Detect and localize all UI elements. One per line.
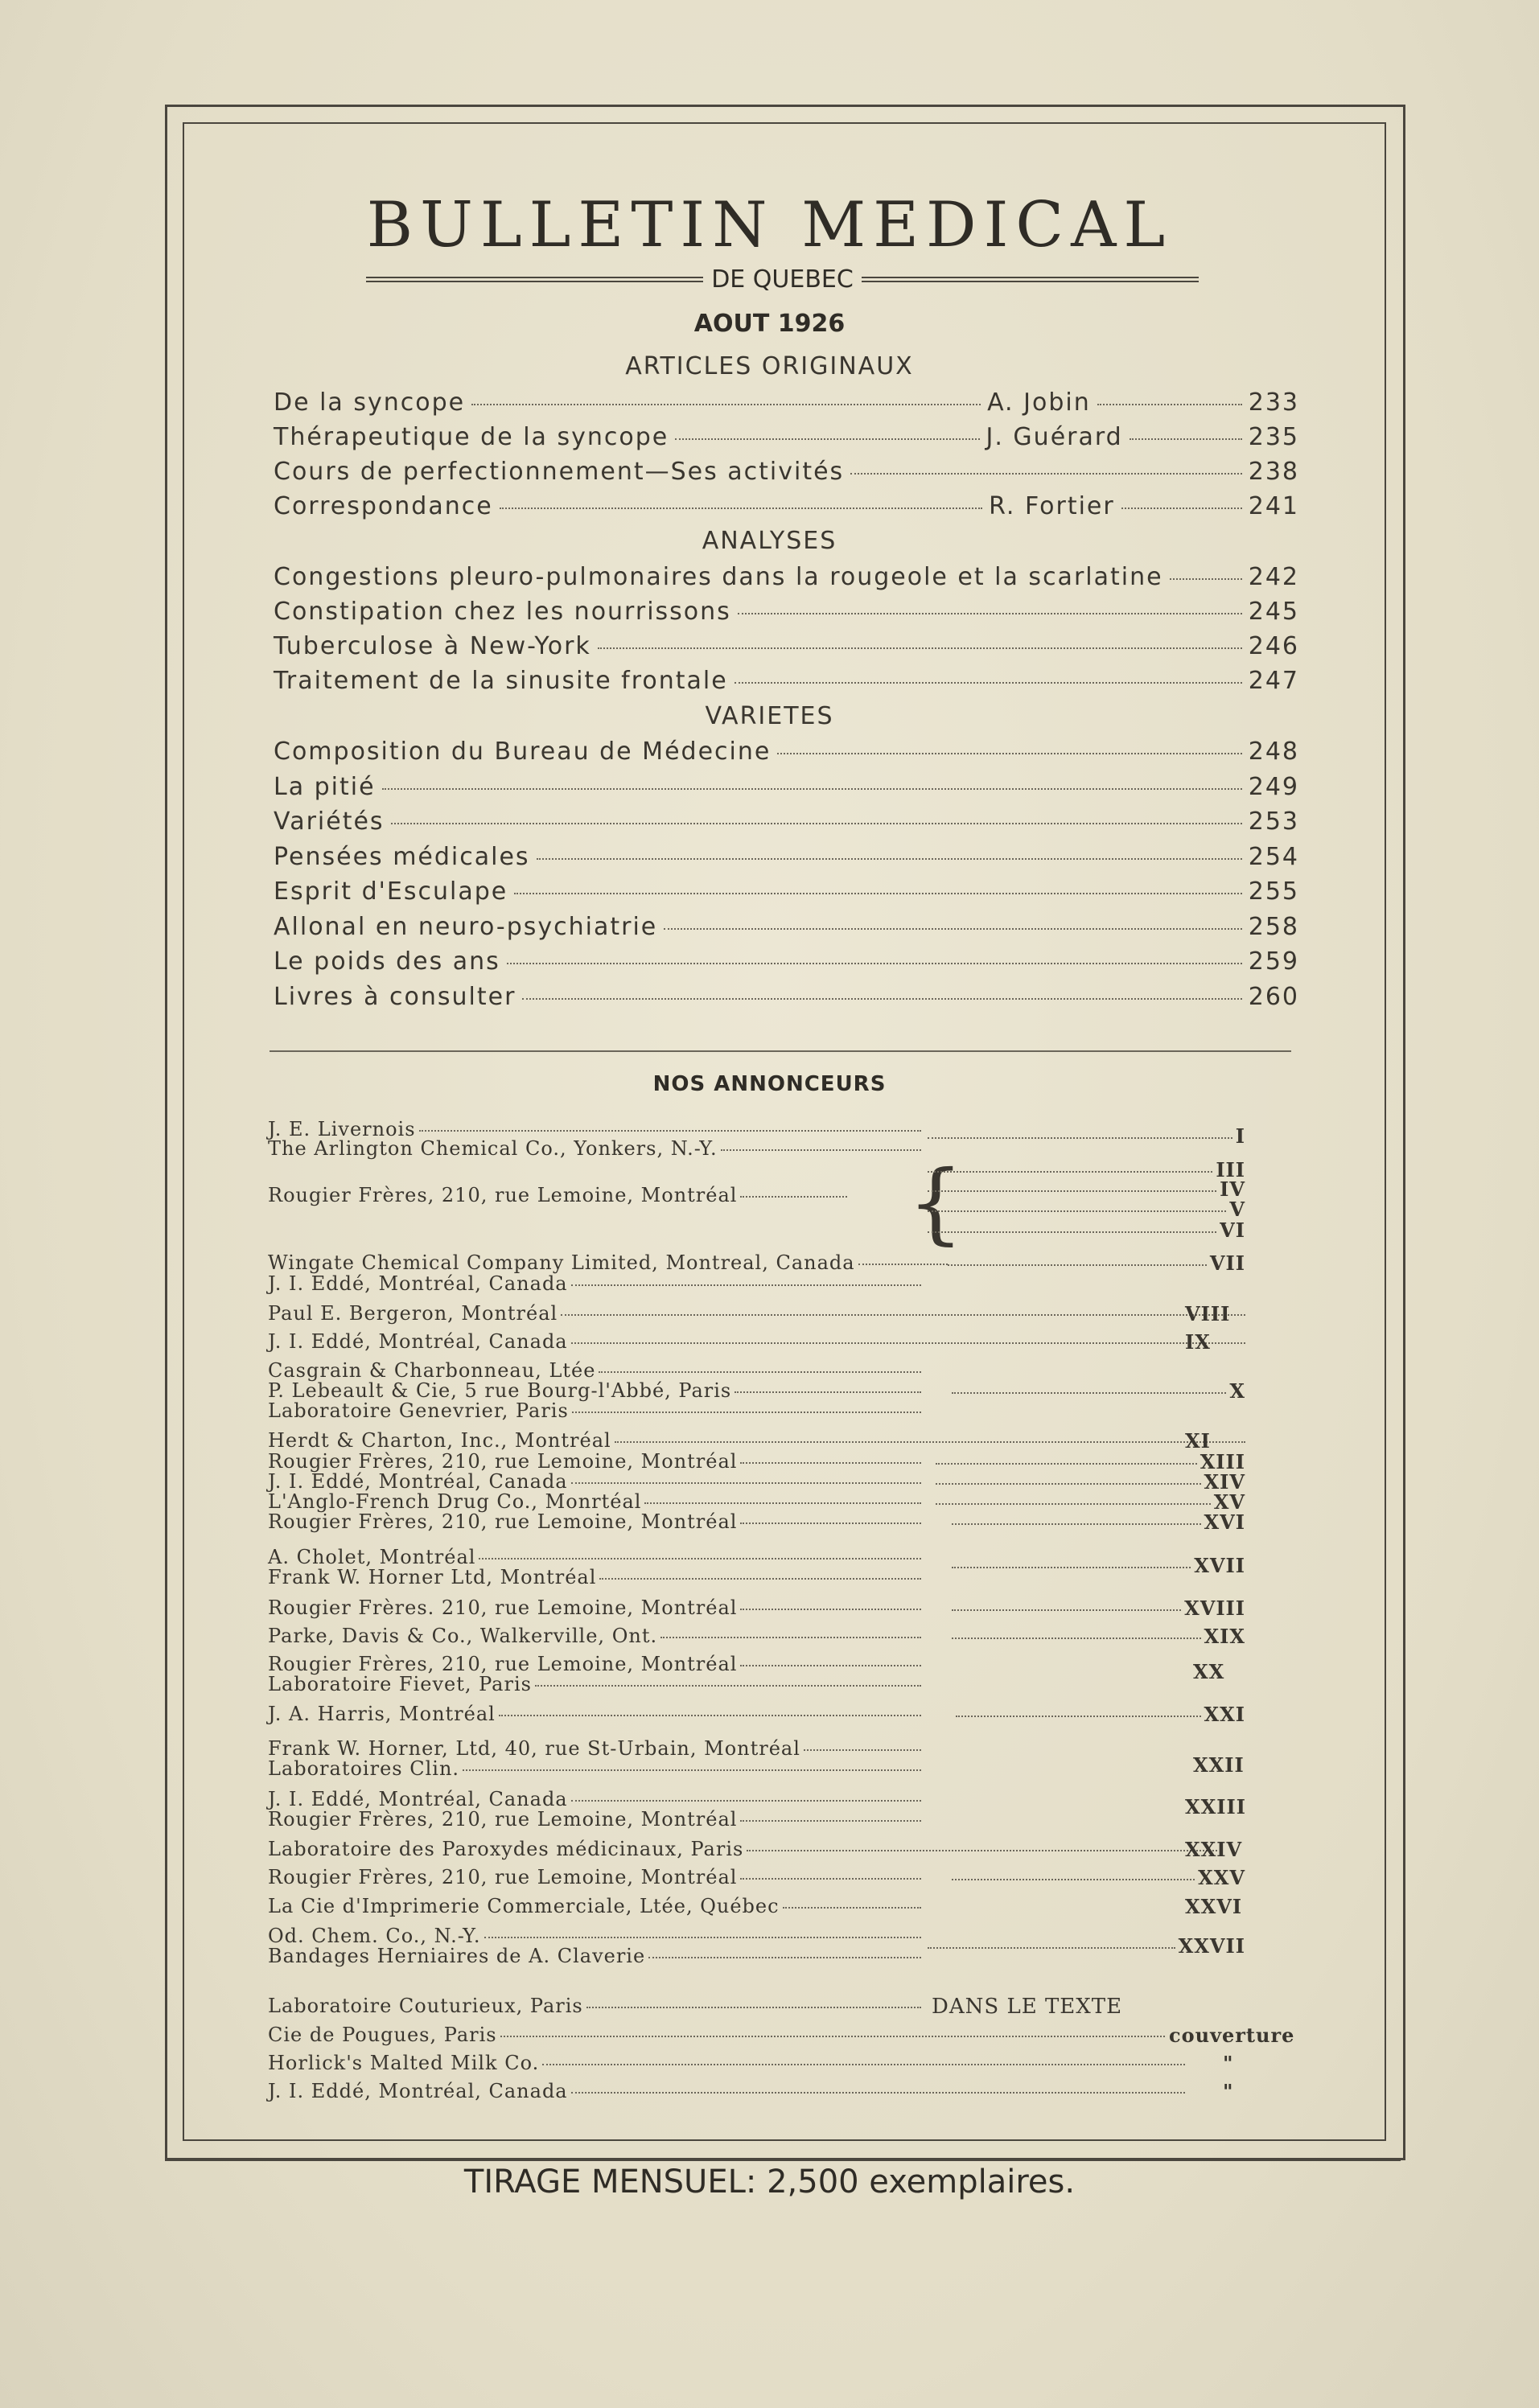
advertiser-name: Rougier Frères, 210, rue Lemoine, Montréal — [268, 1653, 738, 1675]
advertiser-name: Laboratoires Clin. — [268, 1757, 460, 1780]
toc-page: 259 — [1248, 947, 1299, 976]
toc-title: Correspondance — [274, 492, 493, 520]
toc-row[interactable] — [274, 423, 1299, 458]
advertiser-entry[interactable] — [268, 1137, 921, 1161]
toc-title: Constipation chez les nourrissons — [274, 598, 731, 626]
advertiser-entry[interactable] — [268, 1399, 921, 1424]
toc-row[interactable] — [274, 773, 1299, 808]
advertiser-page: XIII — [936, 1450, 1245, 1474]
toc-title: Thérapeutique de la syncope — [274, 423, 669, 451]
toc-page: 233 — [1248, 388, 1299, 417]
toc-row[interactable] — [274, 458, 1299, 493]
advertiser-page: I — [928, 1124, 1245, 1149]
advertiser-page: XIV — [936, 1470, 1245, 1494]
toc-title: De la syncope — [274, 388, 466, 417]
subtitle-row — [366, 263, 1199, 295]
print-run-note: TIRAGE MENSUEL: 2,500 exemplaires. — [463, 2164, 1076, 2200]
advertiser-name: P. Lebeault & Cie, 5 rue Bourg-l'Abbé, Paris — [268, 1379, 732, 1402]
advertiser-name: J. E. Livernois — [268, 1118, 416, 1140]
advertiser-name: Frank W. Horner Ltd, Montréal — [268, 1566, 597, 1588]
advertiser-name: La Cie d'Imprimerie Commerciale, Ltée, Québec — [268, 1895, 780, 1917]
advertiser-name: Casgrain & Charbonneau, Ltée — [268, 1359, 596, 1382]
advertisers-heading: NOS ANNONCEURS — [652, 1072, 887, 1096]
advertiser-entry[interactable] — [268, 1625, 921, 1649]
toc-title: Le poids des ans — [274, 947, 500, 976]
advertiser-name: Parke, Davis & Co., Walkerville, Ont. — [268, 1625, 658, 1647]
advertiser-entry[interactable] — [268, 2024, 1165, 2048]
toc-row[interactable] — [274, 983, 1299, 1018]
advertiser-page: X — [952, 1379, 1245, 1403]
advertiser-name: J. A. Harris, Montréal — [268, 1703, 496, 1725]
advertiser-name: Laboratoire des Paroxydes médicinaux, Paris — [268, 1838, 744, 1860]
section-heading-varietes: VARIETES — [705, 702, 834, 730]
toc-row[interactable] — [274, 667, 1299, 702]
advertiser-page: V — [928, 1198, 1245, 1222]
advertiser-name: Rougier Frères, 210, rue Lemoine, Montréal — [268, 1808, 738, 1831]
divider-rule — [270, 1050, 1291, 1052]
toc-title: Livres à consulter — [274, 983, 516, 1011]
advertiser-name: Wingate Chemical Company Limited, Montreal, Canada — [268, 1251, 855, 1274]
page-title: BULLETIN MEDICAL — [366, 189, 1173, 261]
toc-title: La pitié — [274, 773, 376, 801]
advertiser-name: Horlick's Malted Milk Co. — [268, 2052, 540, 2074]
toc-page: 235 — [1248, 423, 1299, 451]
advertiser-page: XXI — [956, 1703, 1245, 1727]
advertiser-page: XXIV — [1185, 1838, 1243, 1861]
toc-page: 247 — [1248, 667, 1299, 695]
toc-page: 245 — [1248, 598, 1299, 626]
toc-page: 254 — [1248, 843, 1299, 871]
advertiser-page: XXIII — [1185, 1795, 1246, 1818]
advertiser-page: VII — [948, 1251, 1245, 1276]
advertiser-entry[interactable] — [268, 1184, 847, 1208]
advertiser-page: XXVI — [1185, 1895, 1243, 1918]
toc-page: 238 — [1248, 458, 1299, 486]
advertiser-entry[interactable] — [268, 1945, 921, 1969]
advertiser-name: Bandages Herniaires de A. Claverie — [268, 1945, 646, 1967]
advertiser-page: VIII — [1185, 1302, 1231, 1325]
advertiser-page: couverture — [1169, 2024, 1295, 2047]
toc-row[interactable] — [274, 388, 1299, 424]
advertiser-entry[interactable] — [268, 1510, 921, 1535]
advertiser-name: Rougier Frères, 210, rue Lemoine, Montréal — [268, 1866, 738, 1888]
advertiser-name: Herdt & Charton, Inc., Montréal — [268, 1429, 611, 1452]
advertiser-name: Laboratoire Fievet, Paris — [268, 1673, 532, 1695]
advertiser-page: " — [1223, 2080, 1234, 2103]
toc-row[interactable] — [274, 632, 1299, 668]
advertiser-entry[interactable] — [268, 1995, 921, 2019]
subtitle-rule-left — [366, 277, 703, 282]
advertiser-page: XIX — [952, 1625, 1245, 1649]
advertiser-entry[interactable] — [268, 1808, 921, 1832]
toc-title: Variétés — [274, 807, 385, 836]
advertiser-entry[interactable] — [268, 1757, 921, 1781]
advertiser-entry[interactable] — [268, 1895, 921, 1919]
toc-row[interactable] — [274, 563, 1299, 598]
toc-row[interactable] — [274, 947, 1299, 983]
toc-row[interactable] — [274, 843, 1299, 878]
toc-row[interactable] — [274, 877, 1299, 913]
advertiser-entry[interactable] — [268, 1866, 921, 1890]
advertiser-page: XV — [936, 1490, 1245, 1514]
toc-page: 249 — [1248, 773, 1299, 801]
advertiser-name: Rougier Frères, 210, rue Lemoine, Montréal — [268, 1450, 738, 1473]
toc-page: 242 — [1248, 563, 1299, 591]
advertiser-entry[interactable] — [268, 2080, 1185, 2104]
section-heading-analyses: ANALYSES — [702, 527, 837, 555]
advertiser-page: " — [1223, 2052, 1234, 2075]
advertiser-entry[interactable] — [268, 1566, 921, 1590]
section-heading-articles: ARTICLES ORIGINAUX — [625, 352, 914, 380]
advertiser-entry[interactable] — [268, 1330, 1245, 1354]
advertiser-name: L'Anglo-French Drug Co., Monrtéal — [268, 1490, 642, 1513]
advertiser-name: J. I. Eddé, Montréal, Canada — [268, 1470, 568, 1493]
toc-title: Pensées médicales — [274, 843, 530, 871]
toc-author: R. Fortier — [989, 492, 1115, 520]
advertiser-name: The Arlington Chemical Co., Yonkers, N.-Y. — [268, 1137, 718, 1160]
toc-page: 260 — [1248, 983, 1299, 1011]
toc-row[interactable] — [274, 913, 1299, 948]
advertiser-page: XXV — [952, 1866, 1245, 1890]
advertiser-page: VI — [928, 1218, 1245, 1243]
advertiser-name: Rougier Frères, 210, rue Lemoine, Montréal — [268, 1510, 738, 1533]
advertiser-page: IV — [928, 1177, 1245, 1202]
advertiser-name: Rougier Frères, 210, rue Lemoine, Montréal — [268, 1184, 738, 1206]
advertiser-page: DANS LE TEXTE — [932, 1995, 1123, 2019]
advertiser-name: Rougier Frères. 210, rue Lemoine, Montréal — [268, 1596, 738, 1619]
advertiser-name: A. Cholet, Montréal — [268, 1546, 476, 1568]
advertiser-name: J. I. Eddé, Montréal, Canada — [268, 1272, 568, 1295]
advertiser-entry[interactable] — [268, 1272, 921, 1296]
advertiser-page: XVII — [952, 1554, 1245, 1578]
advertiser-page: IX — [1185, 1330, 1211, 1354]
issue-date: AOUT 1926 — [693, 310, 846, 338]
advertiser-name: J. I. Eddé, Montréal, Canada — [268, 1788, 568, 1810]
advertiser-name: J. I. Eddé, Montréal, Canada — [268, 2080, 568, 2102]
advertiser-page: III — [928, 1158, 1245, 1182]
advertiser-page: XXII — [1193, 1753, 1245, 1777]
toc-title: Esprit d'Esculape — [274, 877, 508, 906]
toc-title: Allonal en neuro-psychiatrie — [274, 913, 658, 941]
advertiser-entry[interactable] — [268, 1673, 921, 1697]
toc-title: Congestions pleuro-pulmonaires dans la rougeole et la scarlatine — [274, 563, 1163, 591]
subtitle-rule-right — [862, 277, 1199, 282]
toc-page: 248 — [1248, 738, 1299, 766]
advertiser-page: XVI — [952, 1510, 1245, 1535]
advertiser-page: XXVII — [928, 1934, 1245, 1958]
advertiser-page: XX — [1193, 1660, 1225, 1683]
advertiser-entry[interactable] — [268, 1596, 921, 1621]
advertiser-name: Laboratoire Couturieux, Paris — [268, 1995, 583, 2017]
toc-page: 255 — [1248, 877, 1299, 906]
advertiser-name: Cie de Pougues, Paris — [268, 2024, 497, 2046]
toc-row[interactable] — [274, 492, 1299, 528]
advertiser-name: Laboratoire Genevrier, Paris — [268, 1399, 569, 1422]
brace-glyph: { — [907, 1151, 965, 1254]
toc-author: J. Guérard — [986, 423, 1123, 451]
advertiser-page: XVIII — [952, 1596, 1245, 1621]
toc-title: Traitement de la sinusite frontale — [274, 667, 728, 695]
toc-row[interactable] — [274, 738, 1299, 773]
toc-page: 258 — [1248, 913, 1299, 941]
advertiser-entry[interactable] — [268, 1703, 921, 1727]
advertiser-entry[interactable] — [268, 1838, 1217, 1862]
advertiser-entry[interactable] — [268, 1302, 1245, 1326]
toc-title: Composition du Bureau de Médecine — [274, 738, 772, 766]
subtitle: DE QUEBEC — [711, 265, 854, 294]
advertiser-name: J. I. Eddé, Montréal, Canada — [268, 1330, 568, 1353]
advertiser-name: Paul E. Bergeron, Montréal — [268, 1302, 558, 1325]
advertiser-entry[interactable] — [268, 2052, 1185, 2076]
footer-rule — [165, 2159, 1401, 2161]
toc-title: Tuberculose à New-York — [274, 632, 591, 660]
toc-row[interactable] — [274, 807, 1299, 843]
advertiser-name: Frank W. Horner, Ltd, 40, rue St-Urbain, Montréal — [268, 1737, 800, 1760]
toc-author: A. Jobin — [987, 388, 1091, 417]
toc-row[interactable] — [274, 598, 1299, 633]
advertiser-name: Od. Chem. Co., N.-Y. — [268, 1925, 481, 1947]
advertiser-page: XI — [1185, 1429, 1211, 1453]
toc-page: 241 — [1248, 492, 1299, 520]
toc-page: 246 — [1248, 632, 1299, 660]
toc-title: Cours de perfectionnement—Ses activités — [274, 458, 845, 486]
toc-page: 253 — [1248, 807, 1299, 836]
